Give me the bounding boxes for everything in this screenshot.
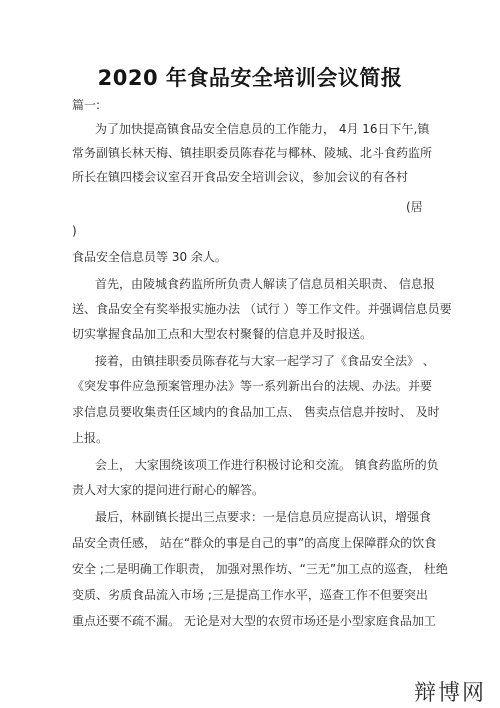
doc-line: 品安全责任感， 站在“群众的事是自己的事”的高度上保障群众的饮食	[72, 536, 437, 550]
doc-line: 常务副镇长林天梅、镇挂职委员陈春花与椰林、陵城、北斗食药监所	[72, 146, 433, 160]
doc-line: (居	[406, 200, 423, 214]
doc-line: 变质、劣质食品流入市场 ;三是提高工作水平，巡查工作不但要突出	[72, 588, 428, 602]
page-title: 2020 年食品安全培训会议简报	[97, 66, 403, 90]
doc-line: 上报。	[72, 431, 109, 445]
doc-line: 《突发事件应急预案管理办法》等一系列新出台的法规、办法。并要	[72, 379, 433, 393]
doc-line: 送、食品安全有奖举报实施办法 （试行 ）等工作文件。并强调信息员要	[72, 302, 452, 316]
doc-line: 为了加快提高镇食品安全信息员的工作能力， 4月 16日下午,镇	[95, 122, 430, 136]
doc-line: 重点还要不疏不漏。 无论是对大型的农贸市场还是小型家庭食品加工	[72, 614, 436, 628]
doc-line: 所长在镇四楼会议室召开食品安全培训会议，参加会议的有各村	[72, 170, 409, 184]
doc-line: 安全 ;二是明确工作职责， 加强对黑作坊、“三无”加工点的巡查， 杜绝	[72, 562, 448, 576]
doc-line: 求信息员要收集责任区域内的食品加工点、 售卖点信息并按时、 及时	[72, 405, 440, 419]
doc-line: 最后，林副镇长提出三点要求：一是信息员应提高认识，增强食	[95, 510, 432, 524]
doc-line: 食品安全信息员等 30 余人。	[72, 250, 227, 264]
doc-line: 会上， 大家围绕该项工作进行积极讨论和交流。 镇食药监所的负	[95, 458, 439, 472]
site-watermark: 辩博网	[413, 681, 486, 706]
doc-line: )	[72, 224, 77, 238]
doc-line: 责人对大家的提问进行耐心的解答。	[72, 483, 265, 497]
doc-line: 切实掌握食品加工点和大型农村聚餐的信息并及时报送。	[72, 327, 373, 341]
doc-line: 首先，由陵城食药监所所负责人解读了信息员相关职责、 信息报	[95, 277, 435, 291]
doc-line: 接着，由镇挂职委员陈春花与大家一起学习了《食品安全法》 、	[95, 354, 435, 368]
doc-line: 篇一:	[72, 98, 101, 112]
